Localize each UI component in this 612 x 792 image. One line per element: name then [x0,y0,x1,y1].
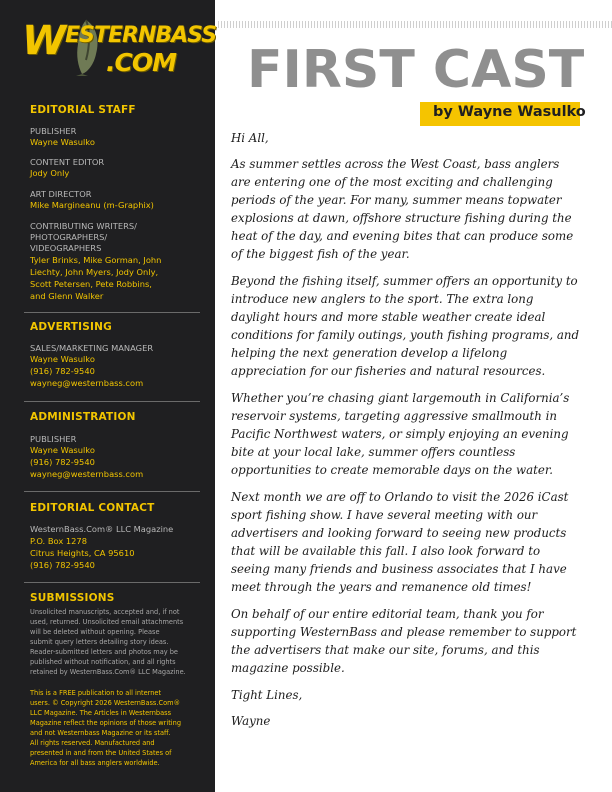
contributors-line-2: Liechty, John Myers, Jody Only, [30,267,159,277]
paragraph-4: Next month we are off to Orlando to visit the 2026 iCast sport fishing show. I have several meeting with our advertisers and looking forward to seeing new products that will be available this fall. I also look forward to seeing many friends and business associates that I have meet through the years and remanence old times! [231,490,569,595]
editorial-contact-company: WesternBass.Com® LLC Magazine [30,524,174,534]
paragraph-2: Beyond the fishing itself, summer offers an opportunity to introduce new anglers to the sport. The extra long daylight hours and more stable weather create ideal conditions for family outings, youth fishing programs, and helping the next generation develop a lifelong appreciation for our fisheries and natural resources. [231,274,580,379]
closing: Tight Lines, [231,688,303,702]
copyright-notice-line: All rights reserved. Manufactured and [30,739,155,747]
submissions-text-line: Unsolicited manuscripts, accepted and, if not [30,608,180,616]
copyright-notice-line: Magazine reflect the opinions of those writing [30,719,181,727]
contributors-label-line-3: VIDEOGRAPHERS [30,243,102,253]
publisher-name: Wayne Wasulko [30,137,95,147]
signature: Wayne [231,714,271,728]
submissions-text-line: retained by WesternBass.Com® LLC Magazine. [30,668,186,676]
administration-title: ADMINISTRATION [30,411,136,423]
copyright-notice-line: This is a FREE publication to all internet [30,689,162,697]
logo-dotcom: .COM [106,48,176,77]
editorial-contact-title: EDITORIAL CONTACT [30,502,155,514]
copyright-notice-line: users. © Copyright 2026 WesternBass.Com® [30,699,181,707]
copyright-notice-line: and not Westernbass Magazine or its staff. [30,729,171,737]
contributors-label-line-2: PHOTOGRAPHERS/ [30,232,108,242]
copyright-notice [30,688,206,768]
editorial-staff-title: EDITORIAL STAFF [30,104,136,116]
art-director-label: ART DIRECTOR [30,189,92,199]
top-dotted-rule [218,21,612,28]
page-title: FIRST CAST [247,40,585,100]
sidebar-divider [24,582,200,583]
logo-westernbass: ESTERNBASS [65,23,217,48]
sales-manager-email[interactable]: wayneg@westernbass.com [30,378,144,388]
copyright-notice-line: presented in and from the United States of [30,749,172,757]
paragraph-1: As summer settles across the West Coast, bass anglers are entering one of the most exciting and challenging periods of the year. For many, summer means topwater explosions at dawn, offshore structure fishing during the heat of the day, and evening bites that can produce some of the biggest fish of the year. [231,157,574,262]
sidebar-divider [24,491,200,492]
submissions-text-line: will be deleted without opening. Please [30,628,160,636]
admin-publisher-email[interactable]: wayneg@westernbass.com [30,469,144,479]
submissions-title: SUBMISSIONS [30,592,115,604]
logo-letter-w: W [22,18,66,64]
publisher-label: PUBLISHER [30,126,77,136]
sidebar-divider [24,401,200,402]
sales-manager-phone: (916) 782-9540 [30,366,95,376]
submissions-text [30,607,206,677]
contributors-line-1: Tyler Brinks, Mike Gorman, John [30,255,162,265]
contributors-label-line-1: CONTRIBUTING WRITERS/ [30,221,137,231]
submissions-text-line: used, returned. Unsolicited email attachments [30,618,184,626]
paragraph-3: Whether you’re chasing giant largemouth in California’s reservoir systems, targeting aggressive smallmouth in Pacific Northwest waters, or simply enjoying an evening bite at your local lake, summer offers countless opportunities to create memorable days on the water. [231,391,570,478]
admin-publisher-name: Wayne Wasulko [30,445,95,455]
contributors-line-4: and Glenn Walker [30,291,104,301]
westernbass-logo[interactable] [22,14,217,77]
content-editor-name: Jody Only [30,168,70,178]
submissions-text-line: submit query letters detailing story ideas. [30,638,169,646]
contributors-line-3: Scott Petersen, Pete Robbins, [30,279,152,289]
copyright-notice-line: LLC Magazine. The Articles in Westernbass [30,709,172,717]
editorial-contact-address-1: P.O. Box 1278 [30,536,87,546]
sidebar-divider [24,312,200,313]
submissions-text-line: Reader-submitted letters and photos may be [30,648,178,656]
greeting: Hi All, [231,131,269,145]
editorial-contact-phone: (916) 782-9540 [30,560,95,570]
content-editor-label: CONTENT EDITOR [30,157,105,167]
byline: by Wayne Wasulko [433,104,586,120]
admin-publisher-label: PUBLISHER [30,434,77,444]
sidebar [0,0,215,792]
sales-manager-name: Wayne Wasulko [30,354,95,364]
advertising-title: ADVERTISING [30,321,112,333]
editorial-contact-address-2: Citrus Heights, CA 95610 [30,548,135,558]
admin-publisher-phone: (916) 782-9540 [30,457,95,467]
copyright-notice-line: America for all bass anglers worldwide. [30,759,160,767]
sales-manager-label: SALES/MARKETING MANAGER [30,343,154,353]
art-director-name: Mike Margineanu (m-Graphix) [30,200,154,210]
submissions-text-line: published without notification, and all rights [30,658,176,666]
paragraph-5: On behalf of our entire editorial team, thank you for supporting WesternBass and please remember to support the advertisers that make our site, forums, and this magazine possible. [231,607,577,676]
